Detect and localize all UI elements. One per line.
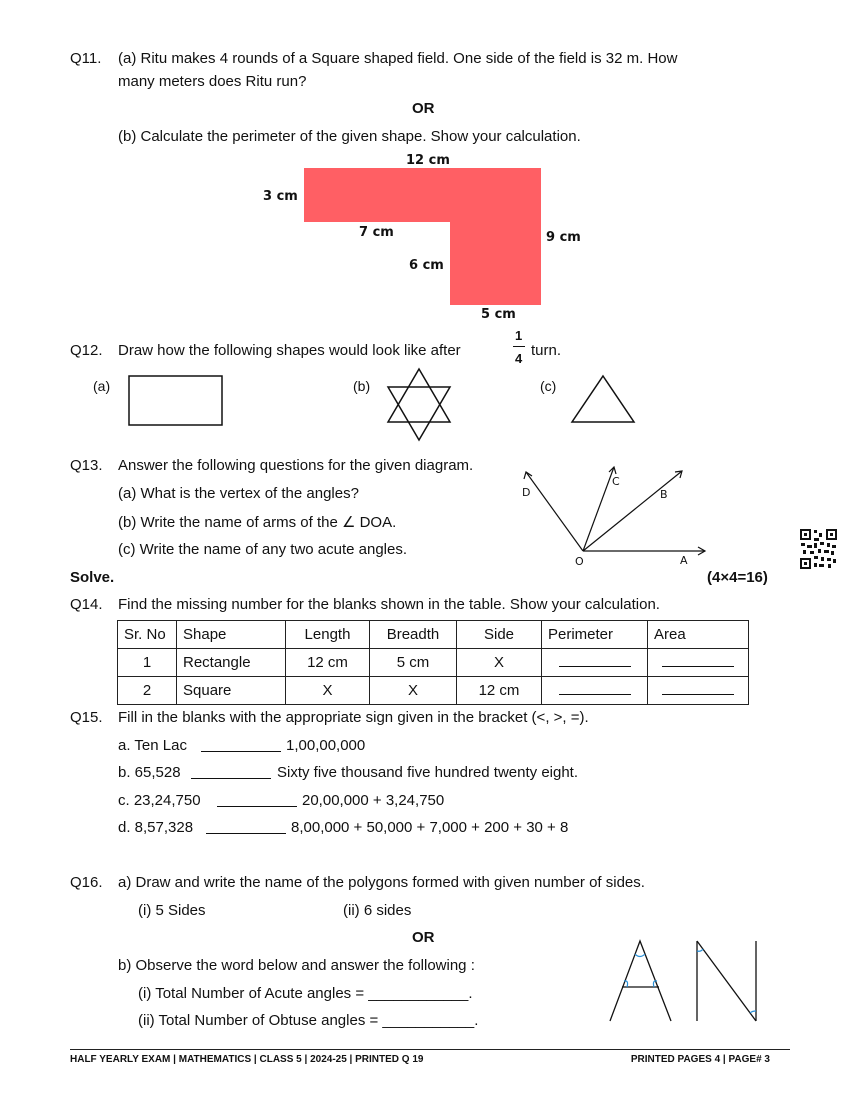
q16-number: Q16. — [70, 874, 103, 891]
q12-text-after: turn. — [531, 342, 562, 359]
footer-right: PRINTED PAGES 4 | PAGE# 3 — [630, 1054, 770, 1065]
q15-number: Q15. — [70, 709, 103, 726]
q15-d-right: 8,00,000 + 50,000 + 7,000 + 200 + 30 + 8 — [291, 819, 569, 836]
shape-table — [117, 620, 749, 705]
word-an-figure — [600, 935, 770, 1030]
q15-a-left: a. Ten Lac — [118, 737, 187, 754]
q12-label-a: (a) — [93, 378, 111, 394]
l-shape — [304, 168, 541, 305]
q15-c-left: c. 23,24,750 — [118, 792, 201, 809]
q16-or: OR — [412, 929, 435, 946]
q13-text: Answer the following questions for the given diagram. — [118, 457, 474, 474]
label-inner-vertical: 6 cm — [409, 258, 444, 273]
cell-shape: Rectangle — [177, 649, 286, 677]
q16-a-i: (i) 5 Sides — [138, 902, 206, 919]
q13-a: (a) What is the vertex of the angles? — [118, 485, 359, 502]
q16-b: b) Observe the word below and answer the following : — [118, 957, 475, 974]
fraction-denominator: 4 — [515, 351, 523, 366]
qr-code-icon — [800, 529, 837, 569]
q11-or: OR — [412, 100, 435, 117]
q15-a-blank[interactable] — [201, 751, 281, 752]
angle-marks — [624, 949, 756, 1013]
cell-side: 12 cm — [457, 677, 542, 705]
q16-b-i: (i) Total Number of Acute angles = ____________. — [138, 985, 473, 1002]
table-header-row — [118, 621, 749, 649]
q15-text: Fill in the blanks with the appropriate sign given in the bracket (<, >, =). — [118, 709, 589, 726]
label-inner-horizontal: 7 cm — [359, 225, 394, 240]
q12-label-b: (b) — [353, 378, 371, 394]
q15-b-right: Sixty five thousand five hundred twenty eight. — [277, 764, 579, 781]
cell-sr-no: 2 — [118, 677, 177, 705]
footer-left: HALF YEARLY EXAM | MATHEMATICS | CLASS 5 | 2024-25 | PRINTED Q 19 — [70, 1054, 424, 1065]
q11-part-b: (b) Calculate the perimeter of the given shape. Show your calculation. — [118, 128, 581, 145]
cell-length: X — [286, 677, 370, 705]
cell-side: X — [457, 649, 542, 677]
q14-text: Find the missing number for the blanks shown in the table. Show your calculation. — [118, 596, 660, 613]
header-breadth: Breadth — [370, 621, 457, 649]
q15-a-right: 1,00,00,000 — [286, 737, 366, 754]
header-perimeter: Perimeter — [542, 621, 648, 649]
cell-perimeter-blank[interactable] — [542, 649, 648, 677]
header-area: Area — [648, 621, 749, 649]
q12-text: Draw how the following shapes would look like after — [118, 342, 461, 359]
table-row — [118, 677, 749, 705]
q16-a-ii: (ii) 6 sides — [343, 902, 412, 919]
label-right: 9 cm — [546, 230, 581, 245]
point-o: O — [575, 555, 584, 568]
cell-perimeter-blank[interactable] — [542, 677, 648, 705]
solve-label: Solve. — [70, 569, 115, 586]
q15-d-left: d. 8,57,328 — [118, 819, 194, 836]
star-of-david-shape — [388, 369, 450, 440]
q15-b-blank[interactable] — [191, 778, 271, 779]
l-shape-figure — [0, 0, 850, 330]
q13-c: (c) Write the name of any two acute angles. — [118, 541, 408, 558]
q11-part-a-line1: (a) Ritu makes 4 rounds of a Square shaped field. One side of the field is 32 m. How — [118, 50, 678, 67]
angle-diagram — [500, 455, 730, 575]
cell-breadth: X — [370, 677, 457, 705]
solve-marks: (4×4=16) — [707, 569, 768, 586]
page-footer — [70, 1049, 790, 1065]
cell-area-blank[interactable] — [648, 677, 749, 705]
cell-shape: Square — [177, 677, 286, 705]
header-shape: Shape — [177, 621, 286, 649]
q15-b-left: b. 65,528 — [118, 764, 181, 781]
header-sr-no: Sr. No — [118, 621, 177, 649]
label-bottom: 5 cm — [481, 307, 516, 322]
ray-od — [526, 472, 583, 551]
rectangle-shape — [129, 376, 222, 425]
q16-b-ii: (ii) Total Number of Obtuse angles = ___________. — [138, 1012, 479, 1029]
header-side: Side — [457, 621, 542, 649]
q12-label-c: (c) — [540, 378, 557, 394]
label-left: 3 cm — [263, 189, 298, 204]
letter-a-strokes — [610, 941, 671, 1021]
q11-number: Q11. — [70, 50, 102, 67]
fraction-bar — [513, 346, 525, 347]
label-top: 12 cm — [406, 153, 450, 168]
q15-c-right: 20,00,000 + 3,24,750 — [302, 792, 445, 809]
cell-length: 12 cm — [286, 649, 370, 677]
point-b: B — [660, 488, 668, 501]
fraction-numerator: 1 — [515, 328, 523, 343]
q12-number: Q12. — [70, 342, 103, 359]
q12-shapes — [0, 360, 850, 450]
cell-sr-no: 1 — [118, 649, 177, 677]
triangle-shape — [572, 376, 634, 422]
point-c: C — [612, 475, 620, 488]
point-a: A — [680, 554, 688, 567]
q15-c-blank[interactable] — [217, 806, 297, 807]
header-length: Length — [286, 621, 370, 649]
cell-breadth: 5 cm — [370, 649, 457, 677]
q11-part-a-line2: many meters does Ritu run? — [118, 73, 307, 90]
q15-d-blank[interactable] — [206, 833, 286, 834]
word-letter-a: A — [660, 985, 661, 986]
q13-number: Q13. — [70, 457, 103, 474]
q13-b: (b) Write the name of arms of the ∠ DOA. — [118, 514, 397, 531]
cell-area-blank[interactable] — [648, 649, 749, 677]
q16-a: a) Draw and write the name of the polygons formed with given number of sides. — [118, 874, 645, 891]
q14-number: Q14. — [70, 596, 103, 613]
word-letter-n: N — [740, 985, 741, 986]
point-d: D — [522, 486, 531, 499]
table-row — [118, 649, 749, 677]
